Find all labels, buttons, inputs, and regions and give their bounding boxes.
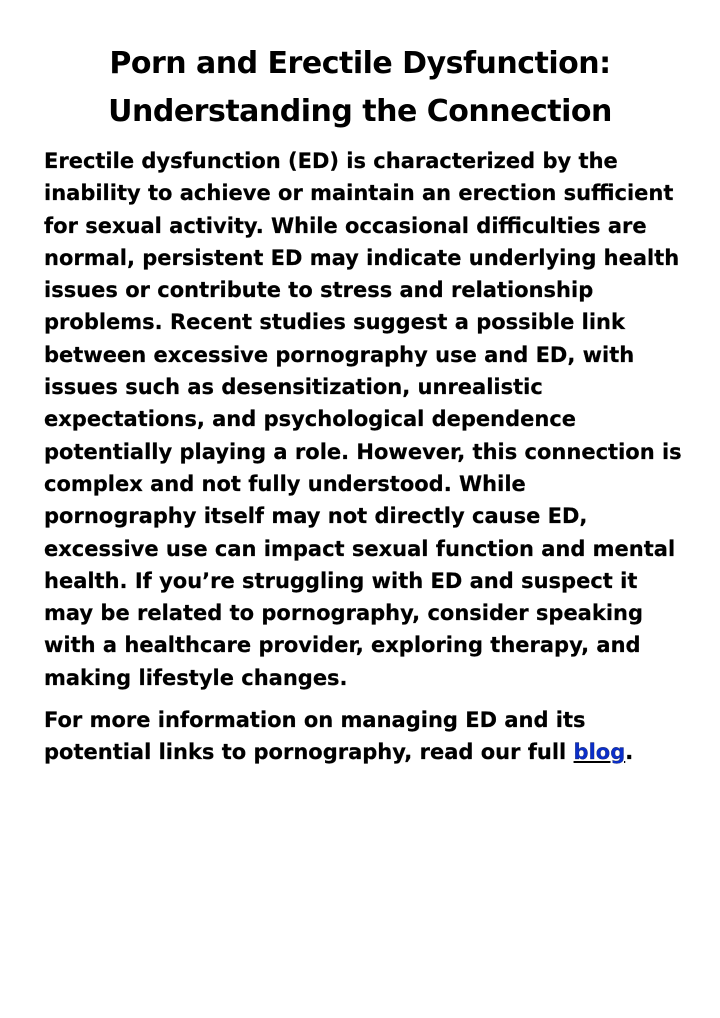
intro-paragraph: Erectile dysfunction (ED) is characterized by the inability to achieve or maintain an erection sufficient for sexual activity. While occasional difficulties are normal, persistent ED may indicate underlying health issues or contribute to stress and relationship problems. Recent studies suggest a possible link between excessive pornography use and ED, with issues such as desensitization, unrealistic expectations, and psychological dependence potentially playing a role. However, this connection is complex and not fully understood. While pornography itself may not directly cause ED, excessive use can impact sexual function and mental health. If you’re struggling with ED and suspect it may be related to pornography, consider speaking with a healthcare provider, exploring therapy, and making lifestyle changes.	[44, 149, 682, 690]
more-info-paragraph	[44, 704, 684, 769]
more-info-period: .	[625, 740, 634, 765]
page-title	[44, 40, 676, 136]
title-line-1: Porn and Erectile Dysfunction:	[109, 46, 611, 81]
title-line-2: Understanding the Connection	[108, 94, 612, 129]
blog-link[interactable]: blog	[573, 740, 626, 765]
more-info-text: For more information on managing ED and its potential links to pornography, read our full	[44, 708, 586, 765]
